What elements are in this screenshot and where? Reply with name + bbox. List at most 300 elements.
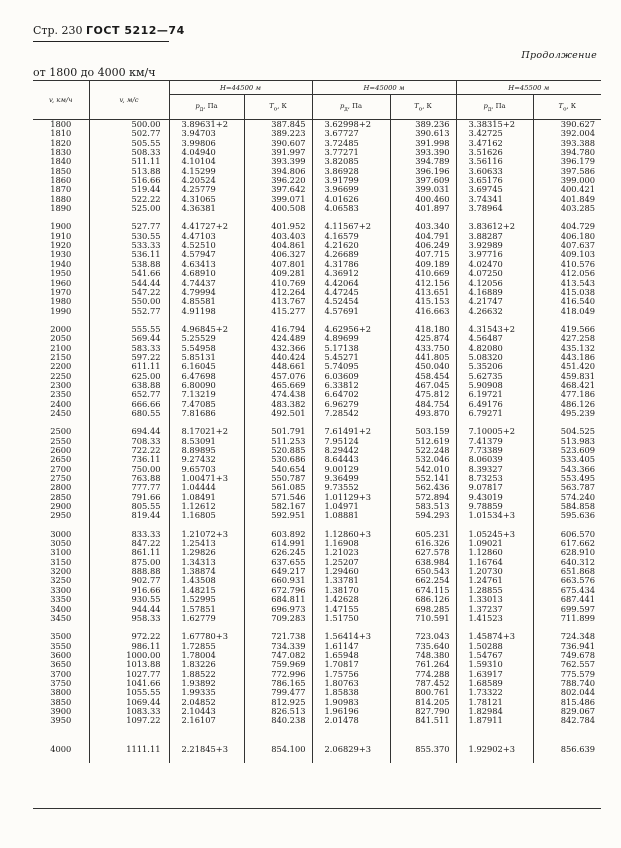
table-cell: 6.33812: [312, 381, 390, 390]
table-cell: 2300: [50, 380, 72, 390]
table-cell: 595.636: [533, 511, 601, 520]
table-cell: 674.115: [390, 586, 456, 595]
table-cell: 8.29442: [312, 446, 390, 455]
table-cell: 399.071: [244, 195, 312, 204]
table-row: [33, 455, 601, 464]
table-cell: 1980: [50, 297, 72, 307]
table-cell: 1860: [50, 176, 72, 186]
table-cell: 605.231: [390, 530, 456, 539]
table-cell: 409.103: [533, 250, 601, 259]
table-cell: 1.93892: [169, 679, 244, 688]
table-cell: 3.83612+2: [456, 222, 533, 231]
table-cell: 2750: [50, 474, 72, 484]
table-row: [33, 325, 601, 334]
table-cell: 416.663: [390, 307, 456, 316]
table-cell: 399.000: [533, 176, 601, 185]
table-cell: 888.88: [89, 567, 169, 576]
gap-cell: [390, 316, 456, 325]
table-cell: 3050: [50, 539, 72, 549]
table-cell: 3.96699: [312, 185, 390, 194]
table-cell: 582.167: [244, 502, 312, 511]
table-cell: 735.640: [390, 642, 456, 651]
gap-cell: [244, 213, 312, 222]
table-row: [33, 567, 601, 576]
table-cell: 513.983: [533, 437, 601, 446]
table-cell: 787.452: [390, 679, 456, 688]
table-cell: 500.00: [89, 120, 169, 130]
table-cell: 522.22: [89, 195, 169, 204]
table-cell: 606.570: [533, 530, 601, 539]
gap-cell: [244, 521, 312, 530]
table-cell: 1.12860+3: [312, 530, 390, 539]
table-cell: 2500: [50, 427, 72, 437]
table-cell: 660.931: [244, 576, 312, 585]
table-cell: 711.899: [533, 614, 601, 623]
table-cell: 1000.00: [89, 651, 169, 660]
table-cell: 638.88: [89, 381, 169, 390]
block-gap: [33, 213, 601, 222]
table-cell: 412.156: [390, 279, 456, 288]
table-row: [33, 334, 601, 343]
gap-cell: [33, 623, 89, 632]
table-cell: 5.35206: [456, 362, 533, 371]
table-cell: 457.076: [244, 372, 312, 381]
table-cell: 2.16107: [169, 716, 244, 725]
table-cell: 443.186: [533, 353, 601, 362]
table-cell: 1.73322: [456, 688, 533, 697]
table-cell: 736.11: [89, 455, 169, 464]
gap-cell: [456, 726, 533, 735]
table-cell: 3.56116: [456, 157, 533, 166]
gap-cell: [89, 316, 169, 325]
table-cell: 404.861: [244, 241, 312, 250]
table-cell: 552.77: [89, 307, 169, 316]
table-cell: 4.16579: [312, 232, 390, 241]
table-cell: 508.33: [89, 148, 169, 157]
table-row: [33, 465, 601, 474]
table-cell: 4.31543+2: [456, 325, 533, 334]
table-cell: 3250: [50, 576, 72, 586]
col-header-v-ms: v, м/с: [89, 81, 169, 120]
table-cell: 696.973: [244, 605, 312, 614]
gap-cell: [456, 521, 533, 530]
table-row: [33, 446, 601, 455]
table-cell: 9.78859: [456, 502, 533, 511]
table-cell: 533.33: [89, 241, 169, 250]
table-row: [33, 157, 601, 166]
table-cell: 1.12612: [169, 502, 244, 511]
table-cell: 1.24761: [456, 576, 533, 585]
table-row: [33, 241, 601, 250]
table-cell: 525.00: [89, 204, 169, 213]
table-cell: 4.63413: [169, 260, 244, 269]
table-cell: 4.04940: [169, 148, 244, 157]
table-cell: 1.54767: [456, 651, 533, 660]
table-cell: 1.82984: [456, 707, 533, 716]
table-cell: 4.62956+2: [312, 325, 390, 334]
table-cell: 7.28542: [312, 409, 390, 418]
table-row: [33, 605, 601, 614]
table-row: [33, 595, 601, 604]
table-row: [33, 409, 601, 418]
table-cell: 958.33: [89, 614, 169, 623]
table-cell: 413.767: [244, 297, 312, 306]
table-cell: 723.043: [390, 632, 456, 641]
gap-cell: [390, 521, 456, 530]
block-gap: [33, 418, 601, 427]
table-cell: 483.382: [244, 400, 312, 409]
table-cell: 1.56414+3: [312, 632, 390, 641]
standard-number: ГОСТ 5212—74: [86, 24, 185, 37]
table-cell: 3.94703: [169, 129, 244, 138]
table-cell: 2550: [50, 436, 72, 446]
table-cell: 3500: [50, 632, 72, 642]
table-cell: 6.16045: [169, 362, 244, 371]
table-cell: 672.796: [244, 586, 312, 595]
gap-cell: [533, 521, 601, 530]
table-cell: 1960: [50, 278, 72, 288]
table-cell: 3.42725: [456, 129, 533, 138]
table-cell: 561.085: [244, 483, 312, 492]
table-cell: 3200: [50, 567, 72, 577]
table-cell: 1.45874+3: [456, 632, 533, 641]
gap-cell: [244, 316, 312, 325]
table-cell: 841.511: [390, 716, 456, 725]
table-cell: 396.179: [533, 157, 601, 166]
col-header-temperature: $T_о$, К: [244, 95, 312, 120]
table-row: [33, 222, 601, 231]
table-cell: 9.36499: [312, 474, 390, 483]
table-cell: 3.89631+2: [169, 120, 244, 130]
table-cell: 761.264: [390, 660, 456, 669]
table-cell: 616.326: [390, 539, 456, 548]
table-cell: 527.77: [89, 222, 169, 231]
table-cell: 391.998: [390, 139, 456, 148]
table-cell: 3.62998+2: [312, 120, 390, 130]
table-cell: 815.486: [533, 698, 601, 707]
table-cell: 1970: [50, 287, 72, 297]
table-cell: 410.576: [533, 260, 601, 269]
table-cell: 1.00471+3: [169, 474, 244, 483]
table-cell: 4.47103: [169, 232, 244, 241]
table-cell: 1.21072+3: [169, 530, 244, 539]
table-cell: 4.57691: [312, 307, 390, 316]
table-row: [33, 269, 601, 278]
table-cell: 7.47085: [169, 400, 244, 409]
gap-cell: [390, 623, 456, 632]
table-cell: 3150: [50, 557, 72, 567]
table-cell: 814.205: [390, 698, 456, 707]
table-cell: 542.010: [390, 465, 456, 474]
table-row: [33, 120, 601, 130]
table-cell: 572.894: [390, 493, 456, 502]
table-cell: 3.69745: [456, 185, 533, 194]
gap-cell: [169, 726, 244, 735]
table-cell: 458.454: [390, 372, 456, 381]
table-cell: 4.89699: [312, 334, 390, 343]
table-cell: 1.38874: [169, 567, 244, 576]
table-cell: 4.41727+2: [169, 222, 244, 231]
table-cell: 404.729: [533, 222, 601, 231]
table-cell: 722.22: [89, 446, 169, 455]
group-header-1: H=44500 м: [169, 81, 312, 95]
table-cell: 1.34313: [169, 558, 244, 567]
gap-cell: [312, 726, 390, 735]
table-cell: 1.16805: [169, 511, 244, 520]
table-cell: 1.37237: [456, 605, 533, 614]
gap-cell: [244, 418, 312, 427]
table-cell: 1.16764: [456, 558, 533, 567]
table-cell: 1870: [50, 185, 72, 195]
table-cell: 1.28855: [456, 586, 533, 595]
table-cell: 1111.11: [89, 735, 169, 763]
table-cell: 563.787: [533, 483, 601, 492]
table-cell: 7.73389: [456, 446, 533, 455]
gap-cell: [169, 521, 244, 530]
table-cell: 972.22: [89, 632, 169, 641]
table-cell: 3700: [50, 669, 72, 679]
table-row: [33, 493, 601, 502]
table-cell: 415.153: [390, 297, 456, 306]
gap-cell: [390, 726, 456, 735]
table-cell: 397.586: [533, 167, 601, 176]
table-cell: 1.21023: [312, 548, 390, 557]
table-cell: 511.11: [89, 157, 169, 166]
table-cell: 467.045: [390, 381, 456, 390]
continuation-label: Продолжение: [521, 50, 597, 61]
table-cell: 3850: [50, 697, 72, 707]
table-cell: 800.761: [390, 688, 456, 697]
table-cell: 1083.33: [89, 707, 169, 716]
table-cell: 425.874: [390, 334, 456, 343]
table-cell: 416.794: [244, 325, 312, 334]
table-cell: 799.477: [244, 688, 312, 697]
table-cell: 8.53091: [169, 437, 244, 446]
table-cell: 3350: [50, 595, 72, 605]
table-cell: 747.082: [244, 651, 312, 660]
table-row: [33, 698, 601, 707]
table-row: [33, 167, 601, 176]
table-cell: 4.21620: [312, 241, 390, 250]
header-row-altitudes: [33, 81, 601, 95]
table-cell: 710.591: [390, 614, 456, 623]
gap-cell: [33, 213, 89, 222]
table-cell: 7.41379: [456, 437, 533, 446]
table-row: [33, 437, 601, 446]
table-cell: 396.220: [244, 176, 312, 185]
table-cell: 468.421: [533, 381, 601, 390]
gap-cell: [169, 623, 244, 632]
table-cell: 856.639: [533, 735, 601, 763]
table-cell: 9.65703: [169, 465, 244, 474]
table-cell: 8.17021+2: [169, 427, 244, 436]
table-cell: 680.55: [89, 409, 169, 418]
table-cell: 1920: [50, 241, 72, 251]
gap-cell: [390, 213, 456, 222]
table-cell: 698.285: [390, 605, 456, 614]
table-cell: 1800: [50, 119, 72, 129]
table-body: [33, 120, 601, 763]
table-cell: 495.239: [533, 409, 601, 418]
table-cell: 8.89895: [169, 446, 244, 455]
table-cell: 547.22: [89, 288, 169, 297]
table-cell: 4.36912: [312, 269, 390, 278]
table-cell: 6.96279: [312, 400, 390, 409]
table-cell: 2800: [50, 483, 72, 493]
table-cell: 749.678: [533, 651, 601, 660]
table-cell: 415.038: [533, 288, 601, 297]
table-cell: 1.50288: [456, 642, 533, 651]
table-cell: 2600: [50, 446, 72, 455]
table-cell: 3.92989: [456, 241, 533, 250]
col-header-temperature: $T_о$, К: [390, 95, 456, 120]
table-row: [33, 279, 601, 288]
table-cell: 1.99335: [169, 688, 244, 697]
table-cell: 4.31065: [169, 195, 244, 204]
table-cell: 3.91799: [312, 176, 390, 185]
table-cell: 7.95124: [312, 437, 390, 446]
table-cell: 415.277: [244, 307, 312, 316]
table-cell: 2.21845+3: [169, 735, 244, 763]
table-row: [33, 232, 601, 241]
table-cell: 1.25413: [169, 539, 244, 548]
table-cell: 650.543: [390, 567, 456, 576]
table-cell: 516.66: [89, 176, 169, 185]
page-header: [33, 24, 185, 37]
table-cell: 916.66: [89, 586, 169, 595]
table-cell: 441.805: [390, 353, 456, 362]
gap-cell: [312, 316, 390, 325]
table-cell: 3.82085: [312, 157, 390, 166]
table-cell: 802.044: [533, 688, 601, 697]
table-cell: 513.88: [89, 167, 169, 176]
table-row: [33, 642, 601, 651]
table-cell: 2150: [50, 352, 72, 362]
table-cell: 5.54958: [169, 344, 244, 353]
table-cell: 4.25779: [169, 185, 244, 194]
table-cell: 3.74341: [456, 195, 533, 204]
table-cell: 502.77: [89, 129, 169, 138]
table-cell: 1.61147: [312, 642, 390, 651]
table-cell: 1.80763: [312, 679, 390, 688]
table-row: [33, 260, 601, 269]
table-cell: 400.421: [533, 185, 601, 194]
header-rule: [33, 41, 169, 42]
table-cell: 786.165: [244, 679, 312, 688]
table-cell: 393.399: [244, 157, 312, 166]
table-cell: 652.77: [89, 390, 169, 399]
table-row: [33, 129, 601, 138]
gap-cell: [169, 213, 244, 222]
table-cell: 4.21747: [456, 297, 533, 306]
table-row: [33, 474, 601, 483]
table-cell: 2450: [50, 408, 72, 418]
table-cell: 3800: [50, 688, 72, 698]
gap-cell: [312, 418, 390, 427]
table-cell: 1041.66: [89, 679, 169, 688]
table-cell: 736.941: [533, 642, 601, 651]
table-cell: 686.126: [390, 595, 456, 604]
table-row: [33, 297, 601, 306]
table-cell: 3550: [50, 641, 72, 651]
table-cell: 775.579: [533, 670, 601, 679]
table-cell: 492.501: [244, 409, 312, 418]
table-cell: 3.60633: [456, 167, 533, 176]
table-cell: 3.72485: [312, 139, 390, 148]
table-cell: 8.06039: [456, 455, 533, 464]
table-cell: 625.00: [89, 372, 169, 381]
table-cell: 552.141: [390, 474, 456, 483]
table-cell: 8.64443: [312, 455, 390, 464]
gap-cell: [456, 418, 533, 427]
table-cell: 4.07250: [456, 269, 533, 278]
table-cell: 2.06829+3: [312, 735, 390, 763]
table-cell: 827.790: [390, 707, 456, 716]
table-cell: 734.339: [244, 642, 312, 651]
table-row: [33, 353, 601, 362]
table-cell: 6.03609: [312, 372, 390, 381]
table-cell: 484.754: [390, 400, 456, 409]
table-cell: 1850: [50, 166, 72, 176]
table-cell: 390.613: [390, 129, 456, 138]
table-cell: 763.88: [89, 474, 169, 483]
table-cell: 562.436: [390, 483, 456, 492]
table-cell: 3450: [50, 613, 72, 623]
table-cell: 474.438: [244, 390, 312, 399]
table-bottom-rule: [33, 808, 601, 809]
table-cell: 584.858: [533, 502, 601, 511]
table-cell: 571.546: [244, 493, 312, 502]
table-cell: 724.348: [533, 632, 601, 641]
table-cell: 407.801: [244, 260, 312, 269]
table-cell: 3750: [50, 678, 72, 688]
table-cell: 1.57851: [169, 605, 244, 614]
table-row: [33, 511, 601, 520]
table-cell: 4.12056: [456, 279, 533, 288]
table-cell: 847.22: [89, 539, 169, 548]
table-row: [33, 576, 601, 585]
table-cell: 2050: [50, 334, 72, 344]
table-cell: 663.576: [533, 576, 601, 585]
table-cell: 6.47698: [169, 372, 244, 381]
table-cell: 1.48215: [169, 586, 244, 595]
table-cell: 3.78964: [456, 204, 533, 213]
table-cell: 603.892: [244, 530, 312, 539]
table-cell: 662.254: [390, 576, 456, 585]
table-cell: 407.637: [533, 241, 601, 250]
gap-cell: [89, 623, 169, 632]
table-cell: 3.99806: [169, 139, 244, 148]
block-gap: [33, 623, 601, 632]
table-row: [33, 735, 601, 763]
table-cell: 2200: [50, 362, 72, 372]
table-cell: 4.20524: [169, 176, 244, 185]
gap-cell: [89, 726, 169, 735]
table-cell: 1055.55: [89, 688, 169, 697]
table-row: [33, 679, 601, 688]
table-cell: 986.11: [89, 642, 169, 651]
table-cell: 855.370: [390, 735, 456, 763]
table-cell: 4.56487: [456, 334, 533, 343]
table-cell: 829.067: [533, 707, 601, 716]
table-cell: 399.031: [390, 185, 456, 194]
table-cell: 409.189: [390, 260, 456, 269]
table-cell: 7.81686: [169, 409, 244, 418]
table-row: [33, 548, 601, 557]
table-cell: 5.08320: [456, 353, 533, 362]
table-cell: 1.67780+3: [169, 632, 244, 641]
table-cell: 393.390: [390, 148, 456, 157]
